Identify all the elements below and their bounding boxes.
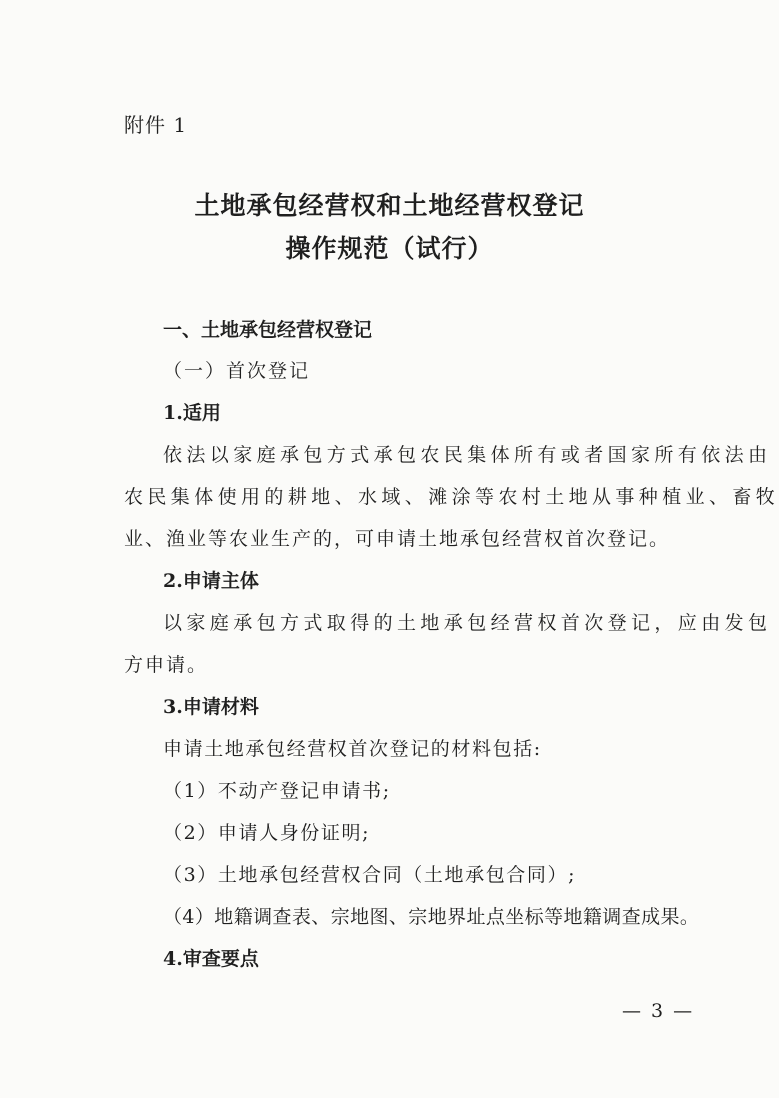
document-title-line-1: 土地承包经营权和土地经营权登记 <box>194 191 585 220</box>
point-heading-materials: 3.申请材料 <box>163 696 259 718</box>
paragraph-line: 以家庭承包方式取得的土地承包经营权首次登记，应由发包 <box>163 612 772 634</box>
list-item: （4）地籍调查表、宗地图、宗地界址点坐标等地籍调查成果。 <box>163 906 700 928</box>
list-item: （1）不动产登记申请书; <box>163 780 391 802</box>
document-title-line-2: 操作规范（试行） <box>285 234 494 263</box>
list-item: （2）申请人身份证明; <box>163 822 371 844</box>
point-heading-applicant: 2.申请主体 <box>163 570 259 592</box>
annex-label: 附件 1 <box>124 113 188 137</box>
paragraph-line: 申请土地承包经营权首次登记的材料包括: <box>163 738 542 760</box>
section-heading: 一、土地承包经营权登记 <box>163 319 373 341</box>
paragraph-line: 业、渔业等农业生产的，可申请土地承包经营权首次登记。 <box>124 528 671 550</box>
point-heading-review: 4.审查要点 <box>163 948 259 970</box>
subsection-heading: （一）首次登记 <box>163 360 311 382</box>
page-number: — 3 — <box>622 1000 695 1022</box>
list-item: （3）土地承包经营权合同（土地承包合同）; <box>163 864 577 886</box>
paragraph-line: 农民集体使用的耕地、水域、滩涂等农村土地从事种植业、畜牧 <box>124 486 779 508</box>
paragraph-line: 依法以家庭承包方式承包农民集体所有或者国家所有依法由 <box>163 444 772 466</box>
point-heading-applicability: 1.适用 <box>163 402 221 424</box>
paragraph-line: 方申请。 <box>124 654 209 676</box>
